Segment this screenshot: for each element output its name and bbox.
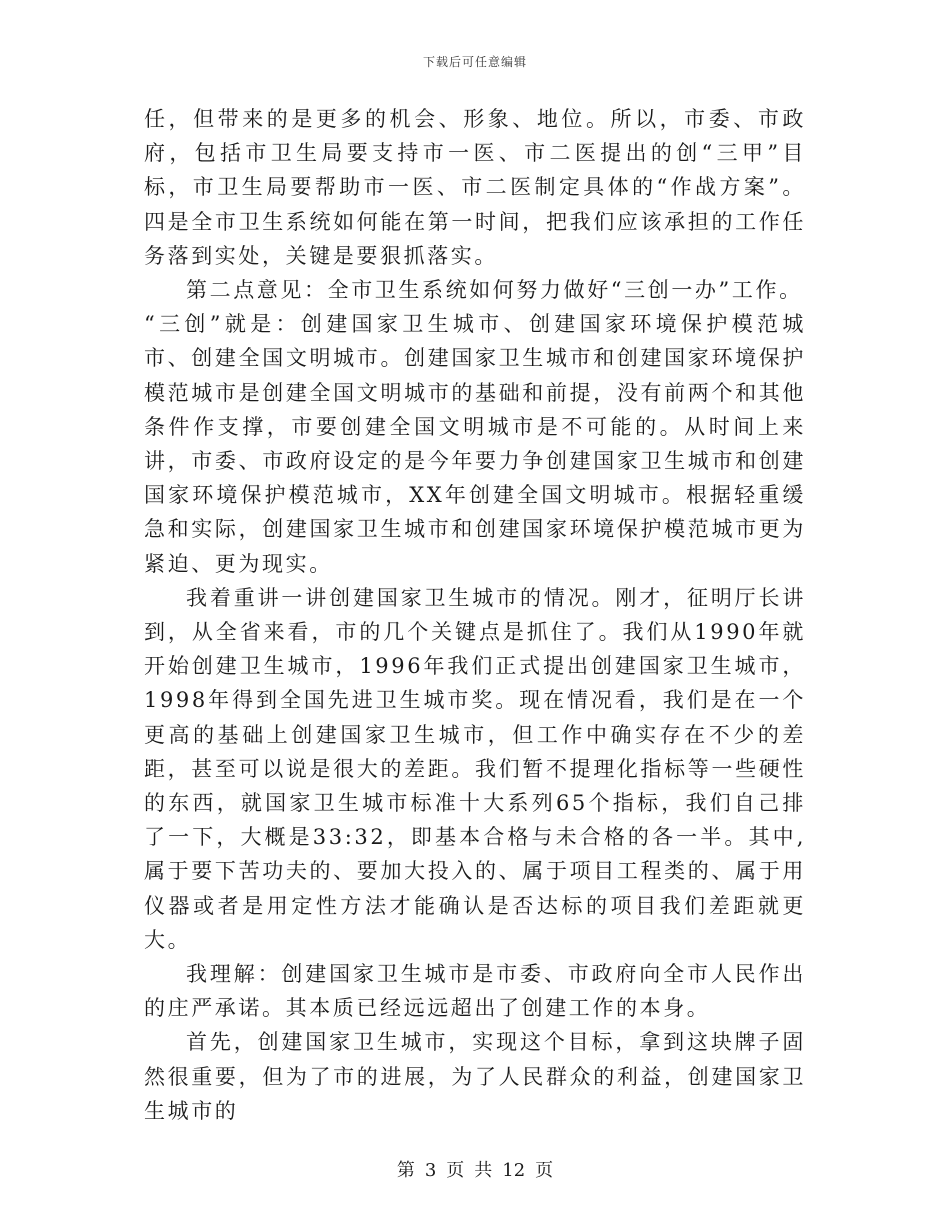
document-body [144, 102, 806, 1128]
paragraph-4: 我着重讲一讲创建国家卫生城市的情况。刚才，征明厅长讲到，从全省来看，市的几个关键点是抓住了。我们从1990年就开始创建卫生城市，1996年我们正式提出创建国家卫生城市，1998年得到全国先进卫生城市奖。现在情况看，我们是在一个更高的基础上创建国家卫生城市，但工作中确实存在不少的差距，甚至可以说是很大的差距。我们暂不提理化指标等一些硬性的东西，就国家卫生城市标准十大系列65个指标，我们自己排了一下，大概是33:32，即基本合格与未合格的各一半。其中,属于要下苦功夫的、要加大投入的、属于项目工程类的、属于用仪器或者是用定性方法才能确认是否达标的项目我们差距就更大。 [144, 585, 806, 952]
footer-prefix: 第 [396, 1160, 415, 1181]
page-footer [0, 1156, 950, 1182]
header-note: 下载后可任意编辑 [422, 55, 527, 69]
footer-page-word: 页 [446, 1160, 465, 1181]
paragraph-5: 我理解：创建国家卫生城市是市委、市政府向全市人民作出的庄严承诺。其本质已经远远超出了创建工作的本身。 [144, 962, 806, 1021]
footer-total-pages: 12 [502, 1160, 526, 1181]
paragraph-1: 任，但带来的是更多的机会、形象、地位。所以，市委、市政府，包括市卫生局要支持市一医、市二医提出的创“三甲”目标，市卫生局要帮助市一医、市二医制定具体的“作战方案”。四是全市卫生系统如何能在第一时间，把我们应该承担的工作任务落到实处，关键是要狠抓落实。 [144, 107, 806, 268]
footer-total-word: 共 [474, 1160, 493, 1181]
paragraph-2: 第二点意见：全市卫生系统如何努力做好“三创一办”工作。 [186, 278, 803, 303]
paragraph-6: 首先，创建国家卫生城市，实现这个目标，拿到这块牌子固然很重要，但为了市的进展，为了人民群众的利益，创建国家卫生城市的 [144, 1030, 806, 1123]
footer-suffix: 页 [535, 1160, 554, 1181]
footer-current-page: 3 [424, 1160, 437, 1181]
paragraph-3: “三创”就是：创建国家卫生城市、创建国家环境保护模范城市、创建全国文明城市。创建国家卫生城市和创建国家环境保护模范城市是创建全国文明城市的基础和前提，没有前两个和其他条件作支撑，市要创建全国文明城市是不可能的。从时间上来讲，市委、市政府设定的是今年要力争创建国家卫生城市和创建国家环境保护模范城市，XX年创建全国文明城市。根据轻重缓急和实际，创建国家卫生城市和创建国家环境保护模范城市更为紧迫、更为现实。 [144, 312, 806, 576]
